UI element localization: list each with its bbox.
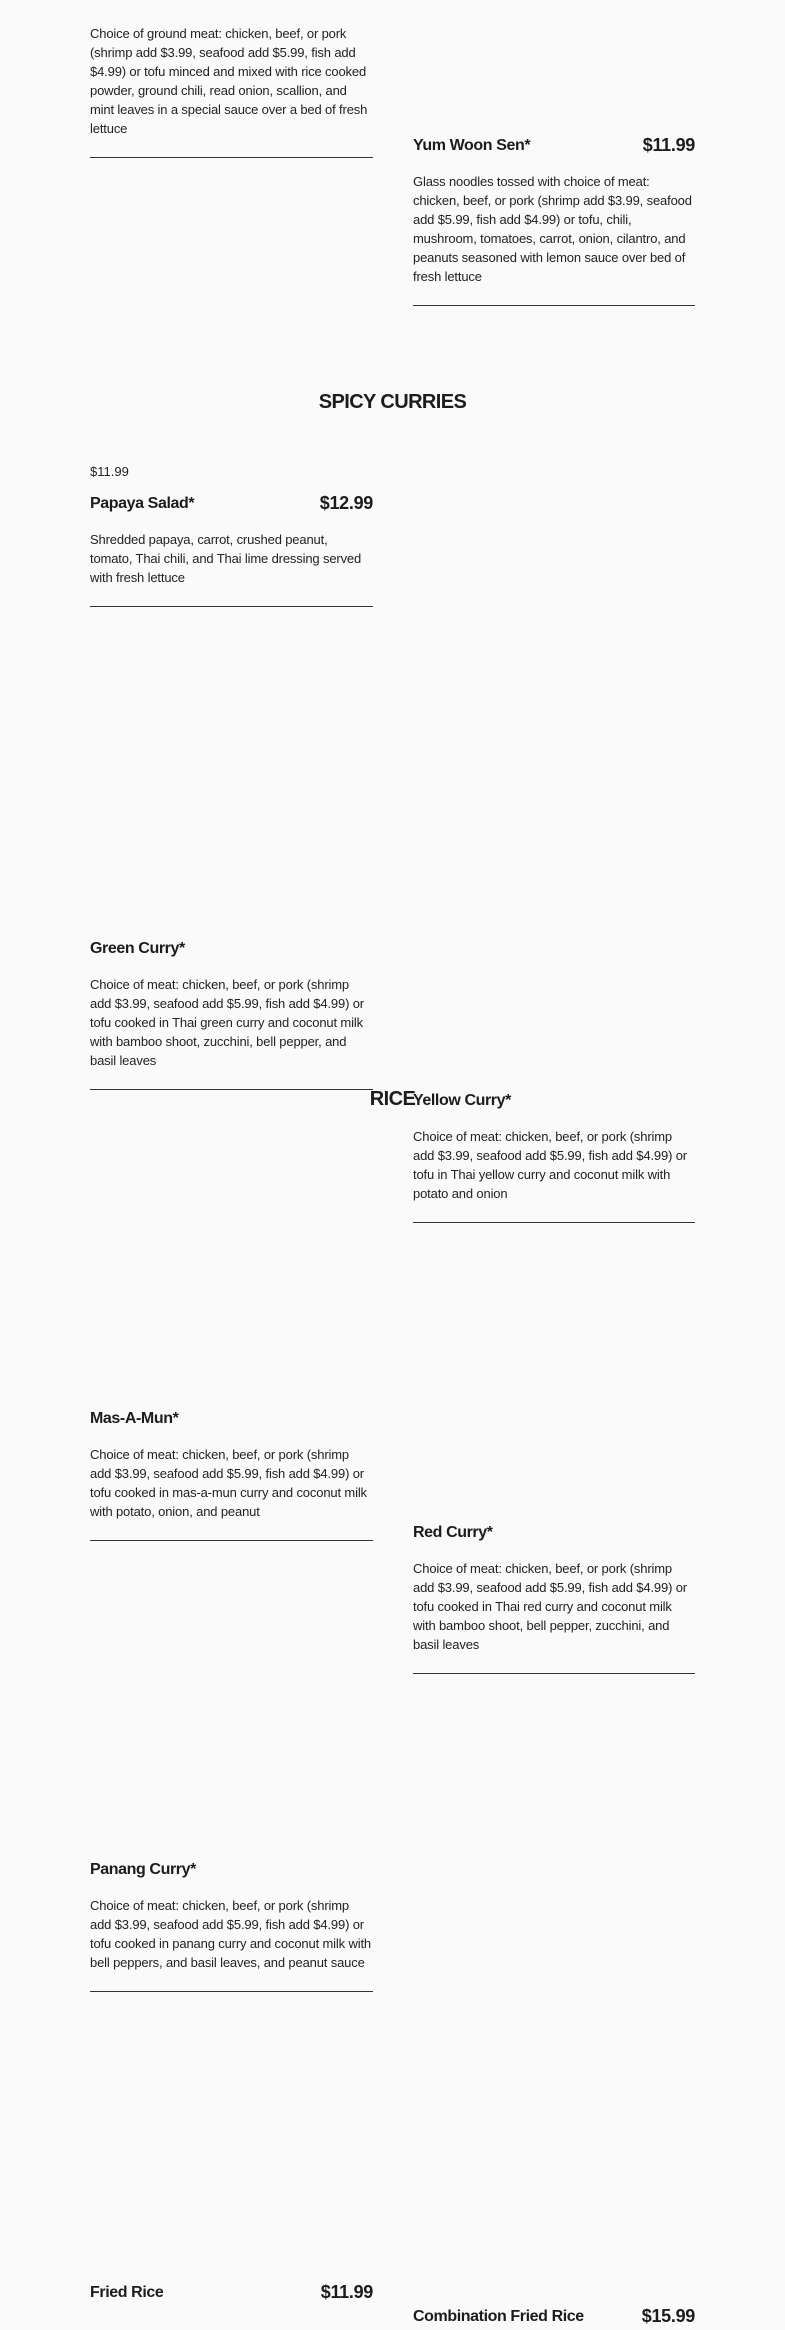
item-name: Combination Fried Rice	[413, 2308, 584, 2325]
menu-item-yum-woon-sen	[413, 135, 695, 306]
item-description: Choice of meat: chicken, beef, or pork (shrimp add $3.99, seafood add $5.99, fish add $4.99) or tofu cooked in mas-a-mun curry and coconut milk with potato, onion, and peanut	[90, 1447, 367, 1519]
menu-item-green-curry	[90, 938, 373, 1090]
section-title-rice: RICE	[369, 1088, 416, 1110]
item-name: Yellow Curry*	[413, 1092, 511, 1109]
item-name: Papaya Salad*	[90, 495, 195, 512]
item-name: Panang Curry*	[90, 1861, 196, 1878]
item-description: Choice of ground meat: chicken, beef, or pork (shrimp add $3.99, seafood add $5.99, fish add $4.99) or tofu minced and mixed with rice cooked powder, ground chili, read onion, scallion, and mint leaves in a special sauce over a bed of fresh lettuce	[90, 26, 368, 136]
item-divider	[90, 606, 373, 607]
item-divider	[90, 1540, 373, 1541]
item-divider	[90, 157, 373, 158]
item-description: Choice of meat: chicken, beef, or pork (shrimp add $3.99, seafood add $5.99, fish add $4.99) or tofu in Thai yellow curry and coconut milk with potato and onion	[413, 1129, 687, 1201]
item-divider	[413, 1222, 695, 1223]
item-description: Choice of meat: chicken, beef, or pork (shrimp add $3.99, seafood add $5.99, fish add $4.99) or tofu cooked in Thai green curry and coconut milk with bamboo shoot, zucchini, bell pepper, and basil leaves	[90, 977, 364, 1068]
menu-item-mas-a-mun	[90, 1408, 373, 1541]
menu-item-fried-rice	[90, 2282, 373, 2306]
item-divider	[90, 1991, 373, 1992]
item-price: $11.99	[642, 135, 695, 155]
menu-item-panang-curry	[90, 1859, 373, 1992]
item-name: Red Curry*	[413, 1524, 493, 1541]
menu-item-combination-fried-rice	[413, 2306, 695, 2330]
item-description: Choice of meat: chicken, beef, or pork (shrimp add $3.99, seafood add $5.99, fish add $4.99) or tofu cooked in panang curry and coconut milk with bell peppers, and basil leaves, and peanut sauce	[90, 1898, 371, 1970]
item-price: $11.99	[320, 2282, 373, 2302]
item-name: Mas-A-Mun*	[90, 1410, 179, 1427]
item-divider	[413, 1673, 695, 1674]
item-description: Glass noodles tossed with choice of meat: chicken, beef, or pork (shrimp add $3.99, seafood add $5.99, fish add $4.99) or tofu, chili, mushroom, tomatoes, carrot, onion, cilantro, and peanuts seasoned with lemon sauce over bed of fresh lettuce	[413, 174, 692, 284]
item-name: Fried Rice	[90, 2284, 164, 2301]
item-name: Yum Woon Sen*	[413, 137, 531, 154]
item-divider	[413, 305, 695, 306]
section-price-note: $11.99	[90, 464, 129, 479]
menu-item-red-curry	[413, 1522, 695, 1674]
item-name: Green Curry*	[90, 940, 185, 957]
menu-item-papaya-salad	[90, 493, 373, 607]
item-description: Shredded papaya, carrot, crushed peanut, tomato, Thai chili, and Thai lime dressing served with fresh lettuce	[90, 532, 362, 585]
item-price: $12.99	[319, 493, 373, 513]
menu-item-top-left	[90, 24, 373, 158]
item-description: Choice of meat: chicken, beef, or pork (shrimp add $3.99, seafood add $5.99, fish add $4.99) or tofu cooked in Thai red curry and coconut milk with bamboo shoot, bell pepper, zucchini, and basil leaves	[413, 1561, 687, 1652]
section-title-spicy-curries: SPICY CURRIES	[318, 391, 467, 413]
item-price: $15.99	[641, 2306, 695, 2326]
